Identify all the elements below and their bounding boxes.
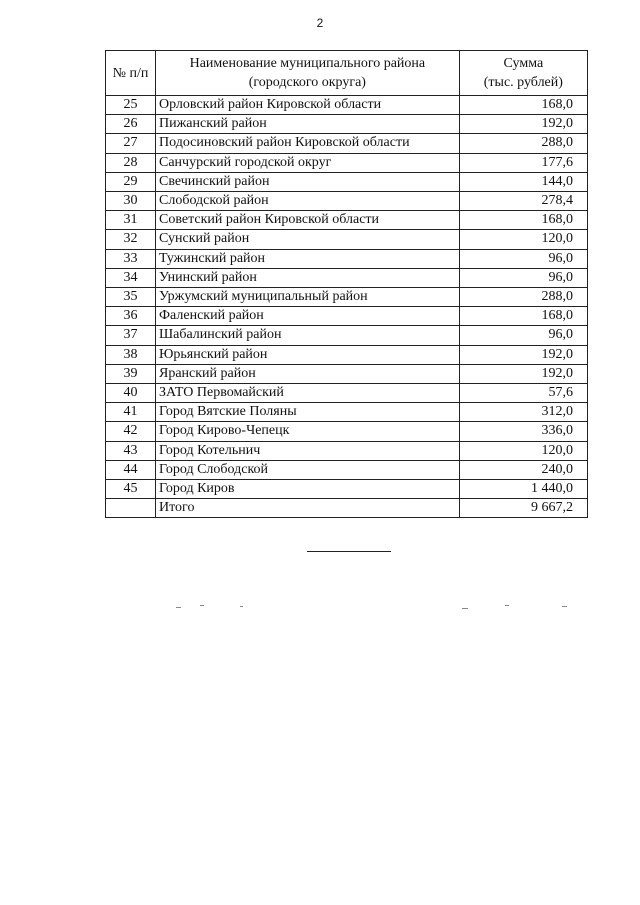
row-number: 43 xyxy=(106,441,156,460)
table-row xyxy=(106,230,588,249)
row-name: Свечинский район xyxy=(156,172,460,191)
row-number: 40 xyxy=(106,384,156,403)
row-number: 36 xyxy=(106,307,156,326)
scan-speck xyxy=(462,608,468,609)
table-row xyxy=(106,307,588,326)
table-row xyxy=(106,172,588,191)
row-sum: 96,0 xyxy=(459,249,587,268)
row-sum: 288,0 xyxy=(459,134,587,153)
table-row xyxy=(106,441,588,460)
table-row xyxy=(106,364,588,383)
row-number: 32 xyxy=(106,230,156,249)
table-row xyxy=(106,460,588,479)
row-name: Яранский район xyxy=(156,364,460,383)
row-name: Юрьянский район xyxy=(156,345,460,364)
header-row xyxy=(106,51,588,96)
row-name: Слободской район xyxy=(156,192,460,211)
row-name: Тужинский район xyxy=(156,249,460,268)
row-sum: 168,0 xyxy=(459,211,587,230)
row-name: Советский район Кировской области xyxy=(156,211,460,230)
table-row xyxy=(106,288,588,307)
row-number: 35 xyxy=(106,288,156,307)
row-sum: 278,4 xyxy=(459,192,587,211)
row-number: 30 xyxy=(106,192,156,211)
table-row xyxy=(106,422,588,441)
row-number: 41 xyxy=(106,403,156,422)
row-name: Унинский район xyxy=(156,268,460,287)
table-row xyxy=(106,211,588,230)
scan-speck xyxy=(200,605,204,606)
row-name: Санчурский городской округ xyxy=(156,153,460,172)
row-sum: 96,0 xyxy=(459,326,587,345)
row-number: 44 xyxy=(106,460,156,479)
row-name: Город Котельнич xyxy=(156,441,460,460)
row-name: Шабалинский район xyxy=(156,326,460,345)
row-sum: 336,0 xyxy=(459,422,587,441)
row-sum: 120,0 xyxy=(459,441,587,460)
allocation-table xyxy=(105,50,588,518)
table-row xyxy=(106,480,588,499)
row-number: 28 xyxy=(106,153,156,172)
table-header xyxy=(106,51,588,96)
row-sum: 312,0 xyxy=(459,403,587,422)
total-row xyxy=(106,499,588,518)
table-row xyxy=(106,268,588,287)
row-name: ЗАТО Первомайский xyxy=(156,384,460,403)
row-number: 34 xyxy=(106,268,156,287)
scan-speck xyxy=(176,607,181,608)
row-number: 45 xyxy=(106,480,156,499)
header-name-line1: Наименование муниципального района xyxy=(189,56,426,71)
total-sum: 9 667,2 xyxy=(459,499,587,518)
header-sum xyxy=(459,51,587,96)
header-name xyxy=(156,51,460,96)
table-footer xyxy=(106,499,588,518)
row-sum: 144,0 xyxy=(459,172,587,191)
table-row xyxy=(106,134,588,153)
header-name-line2: (городского округа) xyxy=(248,75,366,90)
row-number: 27 xyxy=(106,134,156,153)
row-sum: 168,0 xyxy=(459,96,587,115)
row-name: Город Вятские Поляны xyxy=(156,403,460,422)
row-name: Город Киров xyxy=(156,480,460,499)
row-sum: 192,0 xyxy=(459,345,587,364)
page-number: 2 xyxy=(316,16,324,30)
table-row xyxy=(106,345,588,364)
row-sum: 192,0 xyxy=(459,115,587,134)
row-name: Орловский район Кировской области xyxy=(156,96,460,115)
table-row xyxy=(106,384,588,403)
row-sum: 288,0 xyxy=(459,288,587,307)
row-name: Фаленский район xyxy=(156,307,460,326)
row-number: 26 xyxy=(106,115,156,134)
row-name: Сунский район xyxy=(156,230,460,249)
table-row xyxy=(106,249,588,268)
table-row xyxy=(106,192,588,211)
row-number: 25 xyxy=(106,96,156,115)
row-sum: 240,0 xyxy=(459,460,587,479)
row-name: Пижанский район xyxy=(156,115,460,134)
row-sum: 120,0 xyxy=(459,230,587,249)
table-row xyxy=(106,403,588,422)
scan-speck xyxy=(562,606,567,607)
scan-speck xyxy=(240,606,243,607)
total-number xyxy=(106,499,156,518)
table-row xyxy=(106,326,588,345)
row-number: 42 xyxy=(106,422,156,441)
end-divider xyxy=(307,551,391,552)
row-name: Подосиновский район Кировской области xyxy=(156,134,460,153)
header-sum-line2: (тыс. рублей) xyxy=(483,75,563,90)
header-sum-line1: Сумма xyxy=(503,56,544,71)
row-sum: 96,0 xyxy=(459,268,587,287)
header-number: № п/п xyxy=(106,51,156,96)
table-row xyxy=(106,96,588,115)
row-number: 33 xyxy=(106,249,156,268)
row-name: Город Кирово-Чепецк xyxy=(156,422,460,441)
table-row xyxy=(106,115,588,134)
row-sum: 1 440,0 xyxy=(459,480,587,499)
row-number: 38 xyxy=(106,345,156,364)
scan-speck xyxy=(505,605,509,606)
row-name: Город Слободской xyxy=(156,460,460,479)
row-sum: 177,6 xyxy=(459,153,587,172)
row-number: 39 xyxy=(106,364,156,383)
row-number: 37 xyxy=(106,326,156,345)
row-number: 29 xyxy=(106,172,156,191)
total-label: Итого xyxy=(156,499,460,518)
row-sum: 168,0 xyxy=(459,307,587,326)
row-sum: 192,0 xyxy=(459,364,587,383)
table-body xyxy=(106,96,588,499)
table-row xyxy=(106,153,588,172)
row-sum: 57,6 xyxy=(459,384,587,403)
row-number: 31 xyxy=(106,211,156,230)
row-name: Уржумский муниципальный район xyxy=(156,288,460,307)
